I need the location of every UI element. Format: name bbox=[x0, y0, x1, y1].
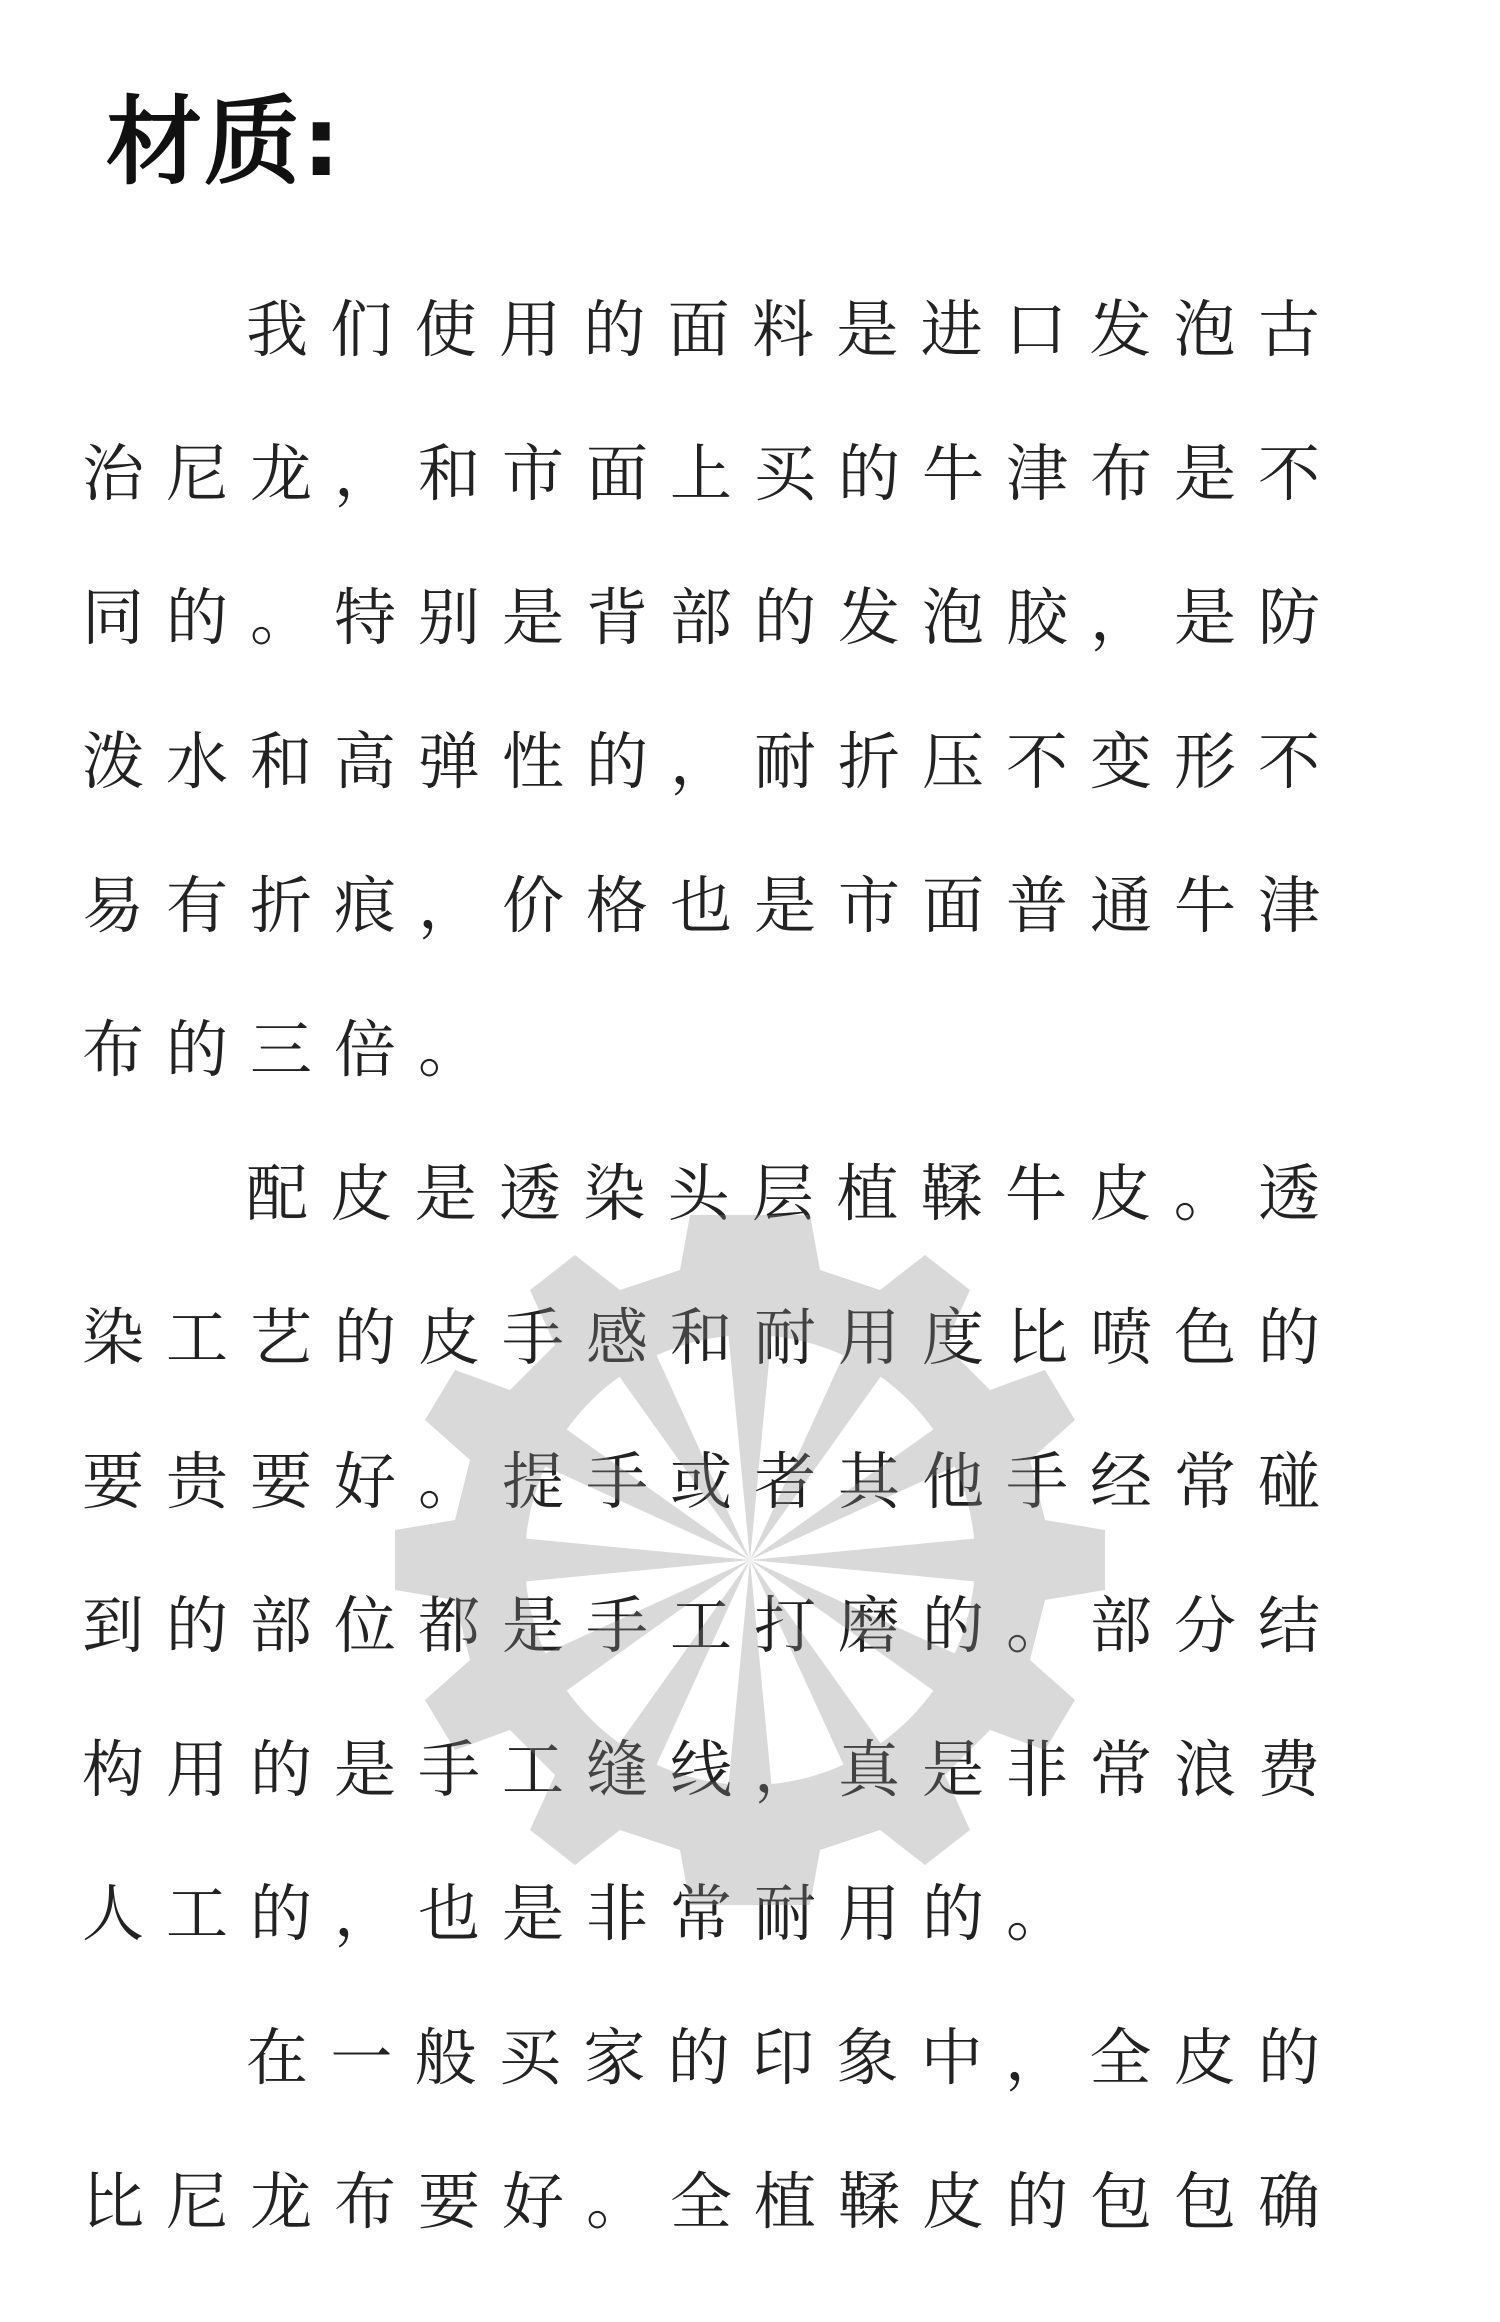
paragraph-comparison: 在一般买家的印象中，全皮的比尼龙布要好。全植鞣皮的包包确 bbox=[82, 2021, 1343, 2238]
paragraph-fabric: 我们使用的面料是进口发泡古治尼龙，和市面上买的牛津布是不同的。特别是背部的发泡胶，是防泼水和高弹性的，耐折压不变形不易有折痕，价格也是市面普通牛津布的三倍。 bbox=[82, 293, 1343, 1086]
section-heading: 材质: bbox=[106, 86, 343, 198]
paragraph-leather: 配皮是透染头层植鞣牛皮。透染工艺的皮手感和耐用度比喷色的要贵要好。提手或者其他手经常碰到的部位都是手工打磨的。部分结构用的是手工缝线，真是非常浪费人工的，也是非常耐用的。 bbox=[82, 1157, 1343, 1950]
body-text bbox=[82, 258, 1342, 2274]
